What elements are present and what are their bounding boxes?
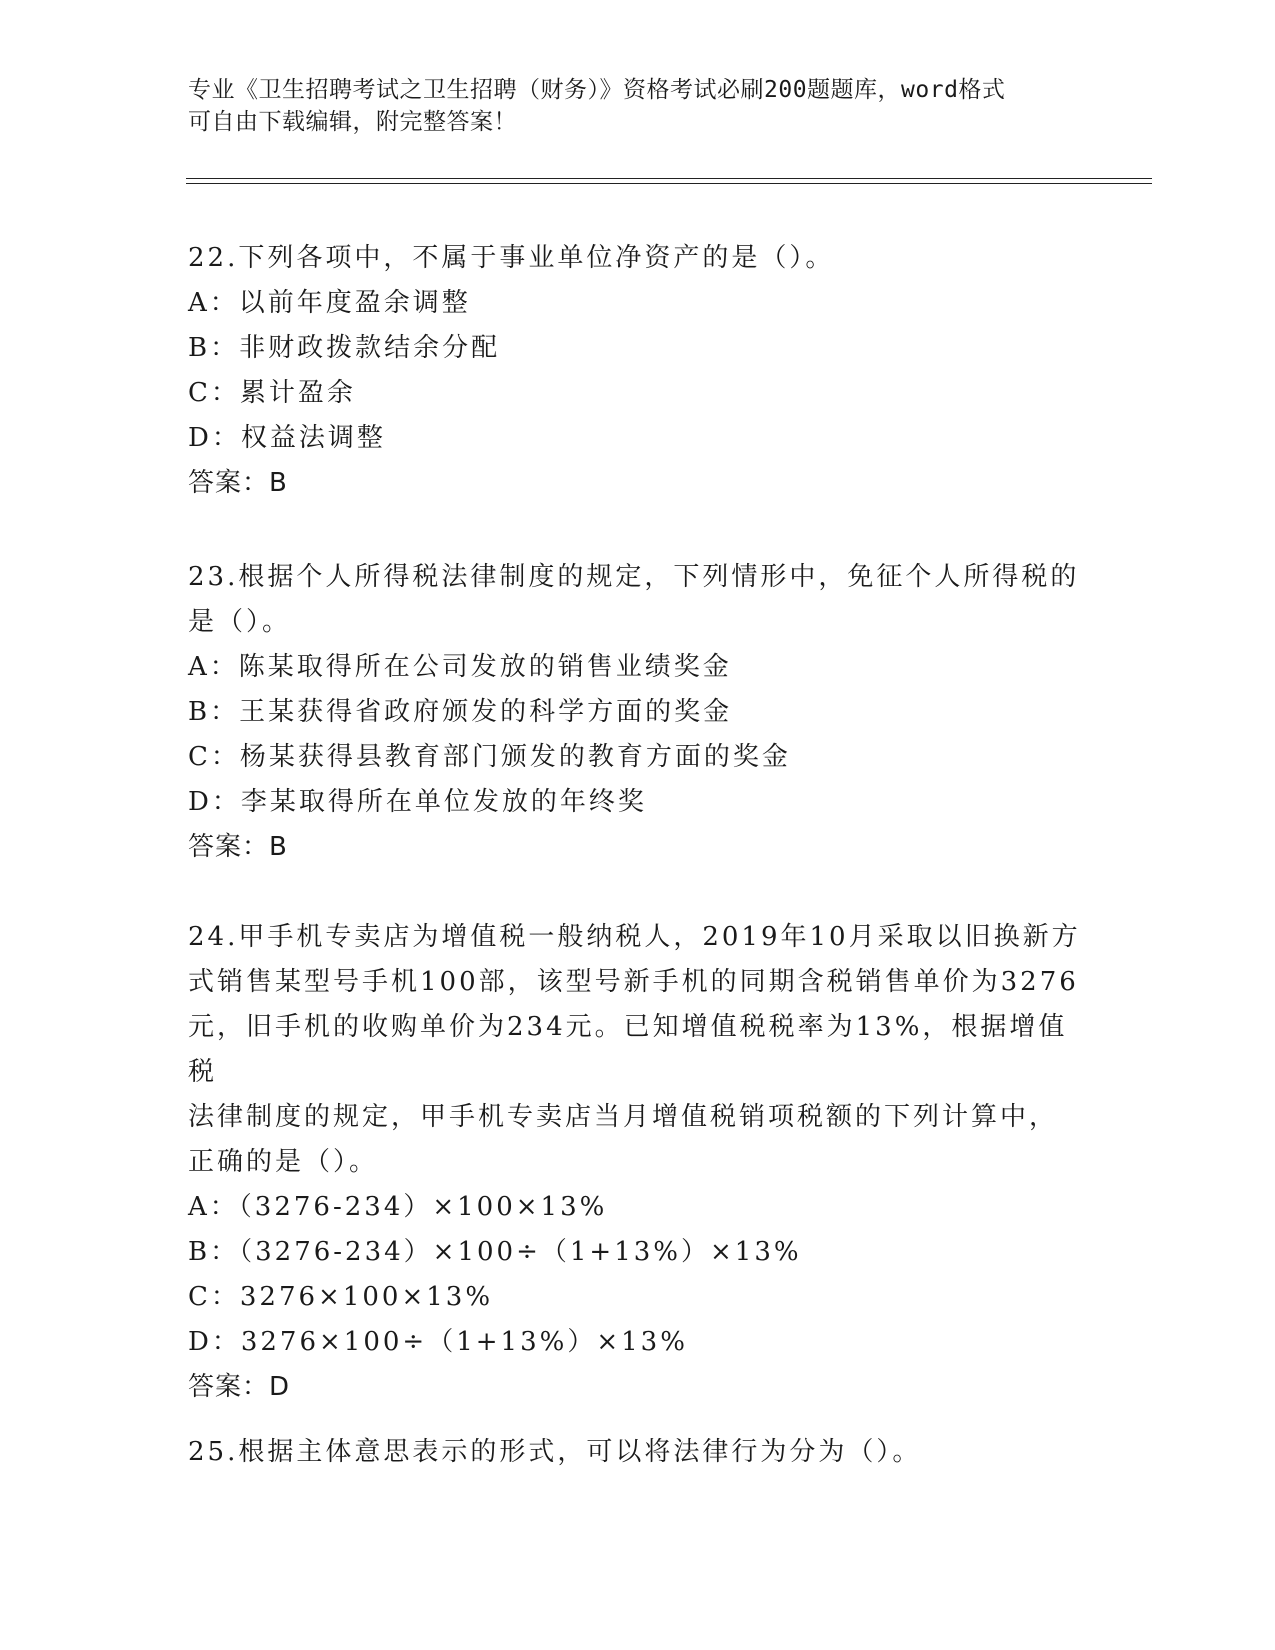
- question-stem-line-2: 是（）。: [188, 607, 292, 637]
- question-stem-line-3: 元，旧手机的收购单价为234元。已知增值税税率为13%，根据增值税: [188, 1012, 1068, 1087]
- question-22: [188, 236, 1088, 506]
- question-23: [188, 555, 1088, 870]
- question-stem-line-1: 23.根据个人所得税法律制度的规定，下列情形中，免征个人所得税的: [188, 562, 1080, 592]
- option-c: C：杨某获得县教育部门颁发的教育方面的奖金: [188, 742, 791, 772]
- question-24: [188, 915, 1088, 1410]
- option-b: B：（3276-234）×100÷（1+13%）×13%: [188, 1237, 802, 1267]
- question-stem-line-1: 24.甲手机专卖店为增值税一般纳税人，2019年10月采取以旧换新方: [188, 922, 1081, 952]
- option-a: A：（3276-234）×100×13%: [188, 1192, 608, 1222]
- header-line-2: 可自由下载编辑，附完整答案！: [188, 109, 517, 135]
- question-stem-line-2: 式销售某型号手机100部，该型号新手机的同期含税销售单价为3276: [188, 967, 1079, 997]
- header-divider-bottom: [186, 183, 1152, 184]
- header-divider-top: [186, 178, 1152, 179]
- option-c: C：3276×100×13%: [188, 1282, 494, 1312]
- question-25: [188, 1430, 1088, 1475]
- header-line-1: 专业《卫生招聘考试之卫生招聘（财务）》资格考试必刷200题题库，word格式: [188, 77, 1006, 103]
- option-d: D：3276×100÷（1+13%）×13%: [188, 1327, 688, 1357]
- option-b: B：王某获得省政府颁发的科学方面的奖金: [188, 697, 733, 727]
- question-stem: 25.根据主体意思表示的形式，可以将法律行为分为（）。: [188, 1437, 922, 1467]
- option-a: A：以前年度盈余调整: [188, 288, 471, 318]
- question-stem-line-5: 正确的是（）。: [188, 1147, 379, 1177]
- document-header: [188, 74, 1088, 138]
- question-stem: 22.下列各项中，不属于事业单位净资产的是（）。: [188, 243, 835, 273]
- answer: 答案：B: [188, 832, 288, 862]
- option-b: B：非财政拨款结余分配: [188, 333, 501, 363]
- option-d: D：权益法调整: [188, 423, 386, 453]
- answer: 答案：D: [188, 1372, 291, 1402]
- option-d: D：李某取得所在单位发放的年终奖: [188, 787, 647, 817]
- question-stem-line-4: 法律制度的规定，甲手机专卖店当月增值税销项税额的下列计算中，: [188, 1102, 1059, 1132]
- option-c: C：累计盈余: [188, 378, 356, 408]
- answer: 答案：B: [188, 468, 288, 498]
- option-a: A：陈某取得所在公司发放的销售业绩奖金: [188, 652, 732, 682]
